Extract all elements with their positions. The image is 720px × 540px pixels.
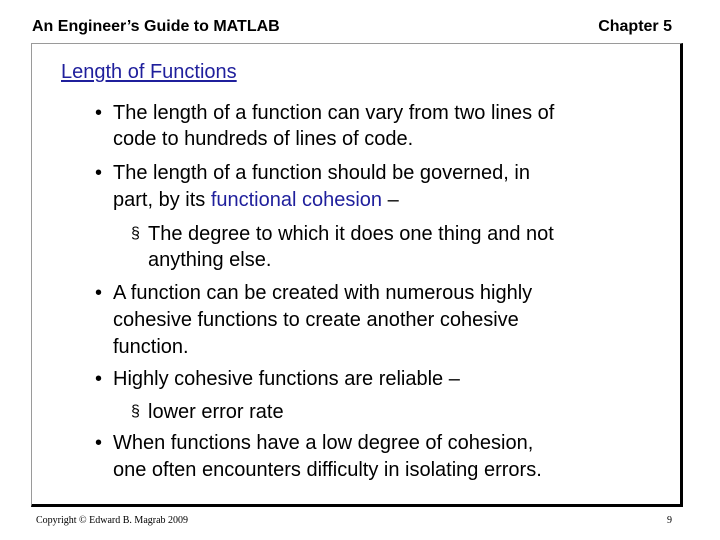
- bullet-icon: •: [95, 432, 103, 454]
- point-2-line-2: [113, 185, 399, 215]
- point-2-text-pre: part, by its: [113, 189, 211, 211]
- bullet-icon: •: [95, 282, 103, 304]
- functional-cohesion-term: functional cohesion: [210, 189, 383, 211]
- point-2-text-post: –: [382, 189, 399, 211]
- bullet-icon: •: [95, 162, 103, 184]
- copyright-notice: Copyright © Edward B. Magrab 2009: [36, 515, 189, 526]
- point-2-sub-line-2: anything else.: [148, 249, 272, 271]
- sub-bullet-icon: §: [131, 403, 140, 420]
- bullet-icon: •: [95, 102, 103, 124]
- sub-bullet-icon: §: [131, 225, 140, 242]
- point-2-line-1: The length of a function should be governed, in: [113, 162, 530, 184]
- slide-title: Length of Functions: [61, 61, 237, 83]
- chapter-label: Chapter 5: [598, 18, 672, 35]
- point-5-line-1: When functions have a low degree of cohesion,: [113, 432, 534, 454]
- point-5-line-2: one often encounters difficulty in isolating errors.: [113, 459, 542, 481]
- point-3-line-3: function.: [113, 336, 189, 358]
- point-1-line-2: code to hundreds of lines of code.: [113, 128, 414, 150]
- point-4-sub-line-1: lower error rate: [148, 401, 284, 423]
- point-1-line-1: The length of a function can vary from two lines of: [113, 102, 555, 124]
- point-3-line-2: cohesive functions to create another cohesive: [113, 309, 519, 331]
- point-3-line-1: A function can be created with numerous highly: [113, 282, 533, 304]
- point-2-sub-line-1: The degree to which it does one thing and not: [148, 223, 554, 245]
- book-title: An Engineer’s Guide to MATLAB: [32, 18, 280, 35]
- page-number: 9: [667, 515, 672, 526]
- point-4-line-1: Highly cohesive functions are reliable –: [113, 368, 460, 390]
- bullet-icon: •: [95, 368, 103, 390]
